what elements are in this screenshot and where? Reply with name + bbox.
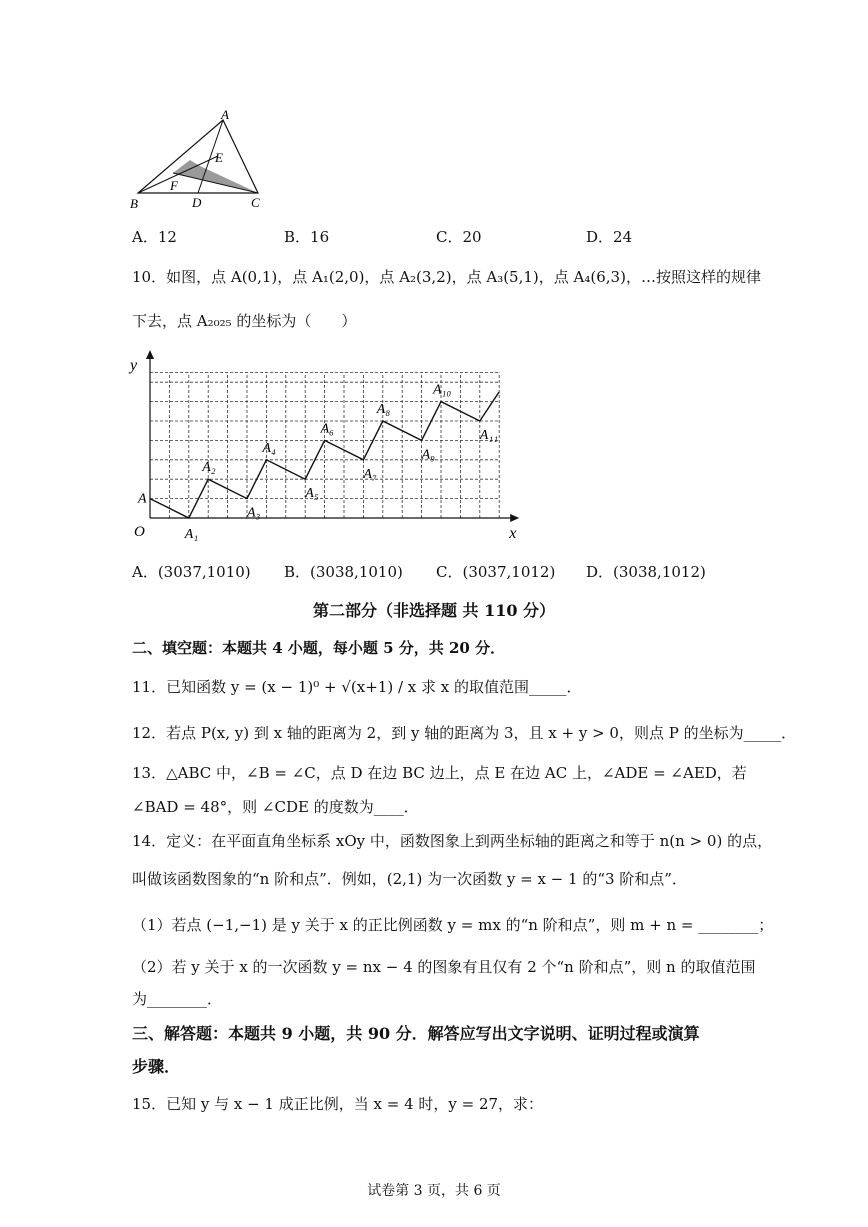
label-d: D [192,195,202,210]
q14-line2: 叫做该函数图象的“n 阶和点”．例如，(2,1) 为一次函数 y = x − 1 的“3 阶和点”． [132,870,687,888]
q13-line2: ∠BAD = 48°，则 ∠CDE 的度数为____． [132,798,419,816]
point-label: A₁₀ [433,382,452,398]
zigzag-chart [128,350,538,545]
section3-title-line1: 三、解答题：本题共 9 小题，共 90 分．解答应写出文字说明、证明过程或演算 [132,1024,700,1043]
q11-text: 11．已知函数 y = (x − 1)⁰ + √(x+1) / x 求 x 的取值范围_____． [132,678,582,696]
q13-line1: 13．△ABC 中，∠B = ∠C，点 D 在边 BC 边上，点 E 在边 AC 上，∠ADE = ∠AED，若 [132,764,747,782]
label-a: A [221,108,229,122]
q9-option-d: D．24 [586,228,633,246]
q9-option-c: C．20 [436,228,482,246]
label-e: E [215,150,223,165]
y-axis-arrow [146,350,154,359]
point-label: A₁ [184,527,199,542]
q14-part2-line1: （2）若 y 关于 x 的一次函数 y = nx − 4 的图象有且仅有 2 个“n 阶和点”，则 n 的取值范围 [132,958,756,976]
label-b: B [130,196,138,211]
triangle-figure [128,108,268,212]
point-label: A₂ [202,460,216,476]
section3-title-line2: 步骤． [132,1057,181,1076]
triangle-abc [138,120,258,193]
x-axis-arrow [510,514,519,522]
origin-label: O [134,524,145,540]
point-label: A₃ [247,505,261,521]
y-axis-label: y [130,357,138,374]
q15-text: 15．已知 y 与 x − 1 成正比例，当 x = 4 时，y = 27，求： [132,1095,544,1113]
x-axis-label: x [509,525,517,542]
point-label: A₇ [363,466,377,482]
page-footer: 试卷第 3 页，共 6 页 [367,1183,501,1199]
q10-option-d: D．(3038,1012) [586,563,706,581]
point-label: A₅ [305,486,319,502]
q9-option-b: B．16 [284,228,330,246]
q14-part1: （1）若点 (−1,−1) 是 y 关于 x 的正比例函数 y = mx 的“n 阶和点”，则 m + n = ________； [132,916,774,934]
q10-stem-line2: 下去，点 A₂₀₂₅ 的坐标为（ ） [132,312,357,330]
q14-part2-line2: 为________． [132,990,223,1008]
point-label: A₈ [376,402,391,417]
q10-option-a: A．(3037,1010) [132,563,251,581]
part2-title: 第二部分（非选择题 共 110 分） [312,601,556,620]
q10-option-b: B．(3038,1010) [284,563,403,581]
section2-title: 二、填空题：本题共 4 小题，每小题 5 分，共 20 分． [132,639,506,657]
q14-line1: 14．定义：在平面直角坐标系 xOy 中，函数图象上到两坐标轴的距离之和等于 n(n > 0) 的点， [132,832,773,850]
point-label: A₉ [421,447,436,463]
point-label: A₁₁ [479,428,499,443]
label-c: C [251,195,260,210]
point-label: A₆ [320,421,335,437]
label-f: F [170,178,178,193]
q10-stem-line1: 10．如图，点 A(0,1)，点 A₁(2,0)，点 A₂(3,2)，点 A₃(5,1)，点 A₄(6,3)，…按照这样的规律 [132,268,761,286]
q12-text: 12．若点 P(x, y) 到 x 轴的距离为 2，到 y 轴的距离为 3，且 x + y > 0，则点 P 的坐标为_____． [132,724,797,742]
point-label: A [138,491,147,507]
q10-option-c: C．(3037,1012) [436,563,556,581]
q9-option-a: A．12 [132,228,177,246]
point-label: A₄ [262,440,276,456]
